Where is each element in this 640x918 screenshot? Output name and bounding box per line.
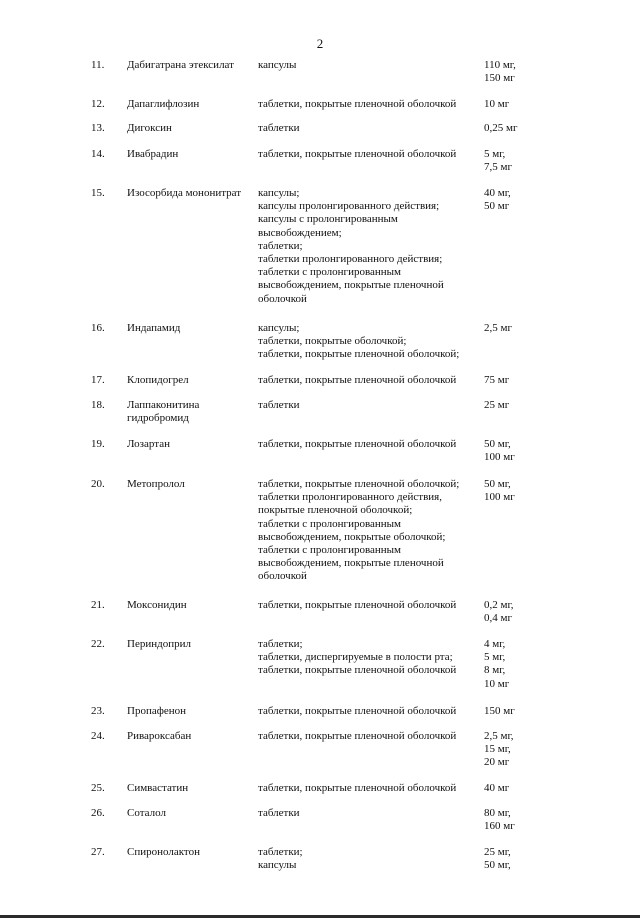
dosage-strength-line: 110 мг, <box>484 59 516 71</box>
dosage-strength-line: 5 мг, <box>484 651 506 664</box>
drug-name-line: Дигоксин <box>127 122 172 134</box>
drug-name-line: Лаппаконитина <box>127 399 200 411</box>
drug-name-line: Симвастатин <box>127 782 189 794</box>
dosage-strength-line: 10 мг <box>484 98 510 110</box>
dosage-form-line: таблетки с пролонгированным <box>258 517 402 530</box>
dosage-strength <box>484 98 544 111</box>
dosage-form-line: таблетки <box>258 807 300 819</box>
dosage-form-line: таблетки пролонгированного действия, <box>258 491 442 504</box>
page-number: 2 <box>316 36 324 51</box>
dosage-strength-line: 10 мг <box>484 677 510 690</box>
dosage-form-line: таблетки, покрытые пленочной оболочкой; <box>258 348 460 361</box>
drug-name-line: Дабигатрана этексилат <box>127 59 234 71</box>
drug-name <box>127 122 255 135</box>
dosage-strength <box>484 807 544 833</box>
dosage-form <box>258 638 480 678</box>
dosage-form <box>258 705 480 718</box>
dosage-strength <box>484 59 544 85</box>
dosage-strength-line: 25 мг <box>484 399 510 411</box>
drug-name-line: Соталол <box>127 807 166 819</box>
dosage-strength-line: 2,5 мг <box>484 322 512 334</box>
dosage-strength <box>484 438 544 464</box>
dosage-strength-line: 100 мг <box>484 491 515 504</box>
dosage-form-line: оболочкой <box>258 570 307 583</box>
dosage-strength-line: 80 мг, <box>484 807 511 819</box>
dosage-strength <box>484 148 544 174</box>
dosage-form-line: таблетки, покрытые оболочкой; <box>258 335 407 348</box>
dosage-form-line: таблетки; <box>258 239 303 252</box>
dosage-strength-line: 50 мг, <box>484 859 511 872</box>
drug-name-line: Моксонидин <box>127 599 187 611</box>
row-number: 23. <box>91 705 105 717</box>
row-number: 15. <box>91 187 105 199</box>
dosage-form-line: таблетки, покрытые пленочной оболочкой <box>258 664 457 677</box>
drug-name <box>127 599 255 612</box>
dosage-form-line: таблетки пролонгированного действия; <box>258 253 443 266</box>
dosage-strength <box>484 187 544 213</box>
dosage-form-line: высвобождением, покрытые оболочкой; <box>258 530 446 543</box>
row-number: 25. <box>91 782 105 794</box>
dosage-strength-line: 75 мг <box>484 374 510 386</box>
dosage-form <box>258 374 480 387</box>
dosage-form <box>258 807 480 820</box>
dosage-strength-line: 150 мг <box>484 72 515 85</box>
dosage-form-line: высвобождением, покрытые пленочной <box>258 557 444 570</box>
dosage-strength <box>484 374 544 387</box>
dosage-form-line: таблетки, покрытые пленочной оболочкой <box>258 148 457 160</box>
dosage-strength <box>484 478 544 504</box>
row-number: 26. <box>91 807 105 819</box>
dosage-strength <box>484 638 544 691</box>
row-number: 17. <box>91 374 105 386</box>
dosage-form-line: таблетки, покрытые пленочной оболочкой; <box>258 478 460 490</box>
dosage-form <box>258 599 480 612</box>
dosage-form-line: капсулы; <box>258 322 300 334</box>
dosage-form <box>258 399 480 412</box>
dosage-form-line: капсулы; <box>258 187 300 199</box>
drug-name-line: Индапамид <box>127 322 181 334</box>
dosage-strength-line: 100 мг <box>484 451 515 464</box>
dosage-form-line: таблетки, покрытые пленочной оболочкой <box>258 98 457 110</box>
dosage-strength <box>484 322 544 335</box>
drug-name-line: Лозартан <box>127 438 170 450</box>
drug-name-line: Дапаглифлозин <box>127 98 200 110</box>
dosage-form-line: таблетки, покрытые пленочной оболочкой <box>258 782 457 794</box>
dosage-strength-line: 15 мг, <box>484 743 511 756</box>
dosage-form <box>258 59 480 72</box>
drug-name-line: Периндоприл <box>127 638 191 650</box>
dosage-form <box>258 846 480 872</box>
dosage-strength-line: 40 мг <box>484 782 510 794</box>
drug-name-line: гидробромид <box>127 412 189 425</box>
dosage-strength-line: 5 мг, <box>484 148 506 160</box>
dosage-strength-line: 0,4 мг <box>484 612 512 625</box>
dosage-strength-line: 0,2 мг, <box>484 599 514 611</box>
row-number: 21. <box>91 599 105 611</box>
drug-name <box>127 807 255 820</box>
row-number: 11. <box>91 59 105 71</box>
row-number: 27. <box>91 846 105 858</box>
drug-name-line: Пропафенон <box>127 705 186 717</box>
dosage-strength <box>484 122 544 135</box>
dosage-strength <box>484 399 544 412</box>
dosage-strength-line: 160 мг <box>484 820 515 833</box>
dosage-strength <box>484 846 544 872</box>
dosage-form-line: оболочкой <box>258 292 307 305</box>
dosage-form-line: таблетки, покрытые пленочной оболочкой <box>258 438 457 450</box>
dosage-form-line: высвобождением, покрытые пленочной <box>258 279 444 292</box>
dosage-form <box>258 148 480 161</box>
dosage-form-line: таблетки, диспергируемые в полости рта; <box>258 651 453 664</box>
row-number: 13. <box>91 122 105 134</box>
drug-name-line: Ивабрадин <box>127 148 179 160</box>
dosage-form <box>258 478 480 584</box>
drug-name <box>127 399 255 425</box>
dosage-strength-line: 25 мг, <box>484 846 511 858</box>
drug-name <box>127 705 255 718</box>
dosage-strength-line: 2,5 мг, <box>484 730 514 742</box>
dosage-strength-line: 4 мг, <box>484 638 506 650</box>
dosage-form-line: таблетки <box>258 399 300 411</box>
dosage-form-line: покрытые пленочной оболочкой; <box>258 504 413 517</box>
drug-name-line: Изосорбида мононитрат <box>127 187 242 199</box>
dosage-strength-line: 0,25 мг <box>484 122 518 134</box>
dosage-strength-line: 150 мг <box>484 705 515 717</box>
dosage-form <box>258 782 480 795</box>
drug-name <box>127 148 255 161</box>
row-number: 16. <box>91 322 105 334</box>
dosage-strength-line: 50 мг, <box>484 438 511 450</box>
dosage-form <box>258 98 480 111</box>
dosage-form-line: капсулы с пролонгированным <box>258 213 398 226</box>
dosage-form-line: капсулы <box>258 859 297 872</box>
dosage-form-line: высвобождением; <box>258 226 342 239</box>
dosage-strength <box>484 730 544 770</box>
dosage-strength-line: 7,5 мг <box>484 161 512 174</box>
dosage-form-line: таблетки <box>258 122 300 134</box>
dosage-form-line: таблетки, покрытые пленочной оболочкой <box>258 730 457 742</box>
dosage-strength <box>484 705 544 718</box>
dosage-form-line: капсулы <box>258 59 297 71</box>
dosage-strength-line: 8 мг, <box>484 664 506 677</box>
dosage-strength <box>484 782 544 795</box>
drug-name <box>127 438 255 451</box>
row-number: 20. <box>91 478 105 490</box>
dosage-form <box>258 122 480 135</box>
dosage-form-line: таблетки; <box>258 846 303 858</box>
drug-name <box>127 846 255 859</box>
drug-name <box>127 374 255 387</box>
row-number: 12. <box>91 98 105 110</box>
dosage-form-line: капсулы пролонгированного действия; <box>258 200 440 213</box>
drug-name-line: Ривароксабан <box>127 730 192 742</box>
dosage-strength-line: 40 мг, <box>484 187 511 199</box>
dosage-form <box>258 438 480 451</box>
dosage-form-line: таблетки с пролонгированным <box>258 544 402 557</box>
row-number: 18. <box>91 399 105 411</box>
drug-name <box>127 98 255 111</box>
dosage-form-line: таблетки, покрытые пленочной оболочкой <box>258 374 457 386</box>
dosage-form-line: таблетки с пролонгированным <box>258 266 402 279</box>
drug-name-line: Клопидогрел <box>127 374 189 386</box>
dosage-form <box>258 187 480 306</box>
dosage-strength-line: 20 мг <box>484 756 510 769</box>
drug-name <box>127 730 255 743</box>
drug-name <box>127 322 255 335</box>
dosage-form <box>258 730 480 743</box>
dosage-strength <box>484 599 544 625</box>
drug-name-line: Метопролол <box>127 478 185 490</box>
drug-name <box>127 478 255 491</box>
dosage-strength-line: 50 мг, <box>484 478 511 490</box>
row-number: 24. <box>91 730 105 742</box>
dosage-form-line: таблетки; <box>258 638 303 650</box>
row-number: 19. <box>91 438 105 450</box>
drug-name <box>127 782 255 795</box>
dosage-strength-line: 50 мг <box>484 200 510 213</box>
drug-name-line: Спиронолактон <box>127 846 200 858</box>
drug-name <box>127 187 255 200</box>
row-number: 22. <box>91 638 105 650</box>
dosage-form-line: таблетки, покрытые пленочной оболочкой <box>258 599 457 611</box>
drug-name <box>127 638 255 651</box>
drug-name <box>127 59 255 72</box>
dosage-form-line: таблетки, покрытые пленочной оболочкой <box>258 705 457 717</box>
row-number: 14. <box>91 148 105 160</box>
dosage-form <box>258 322 480 362</box>
